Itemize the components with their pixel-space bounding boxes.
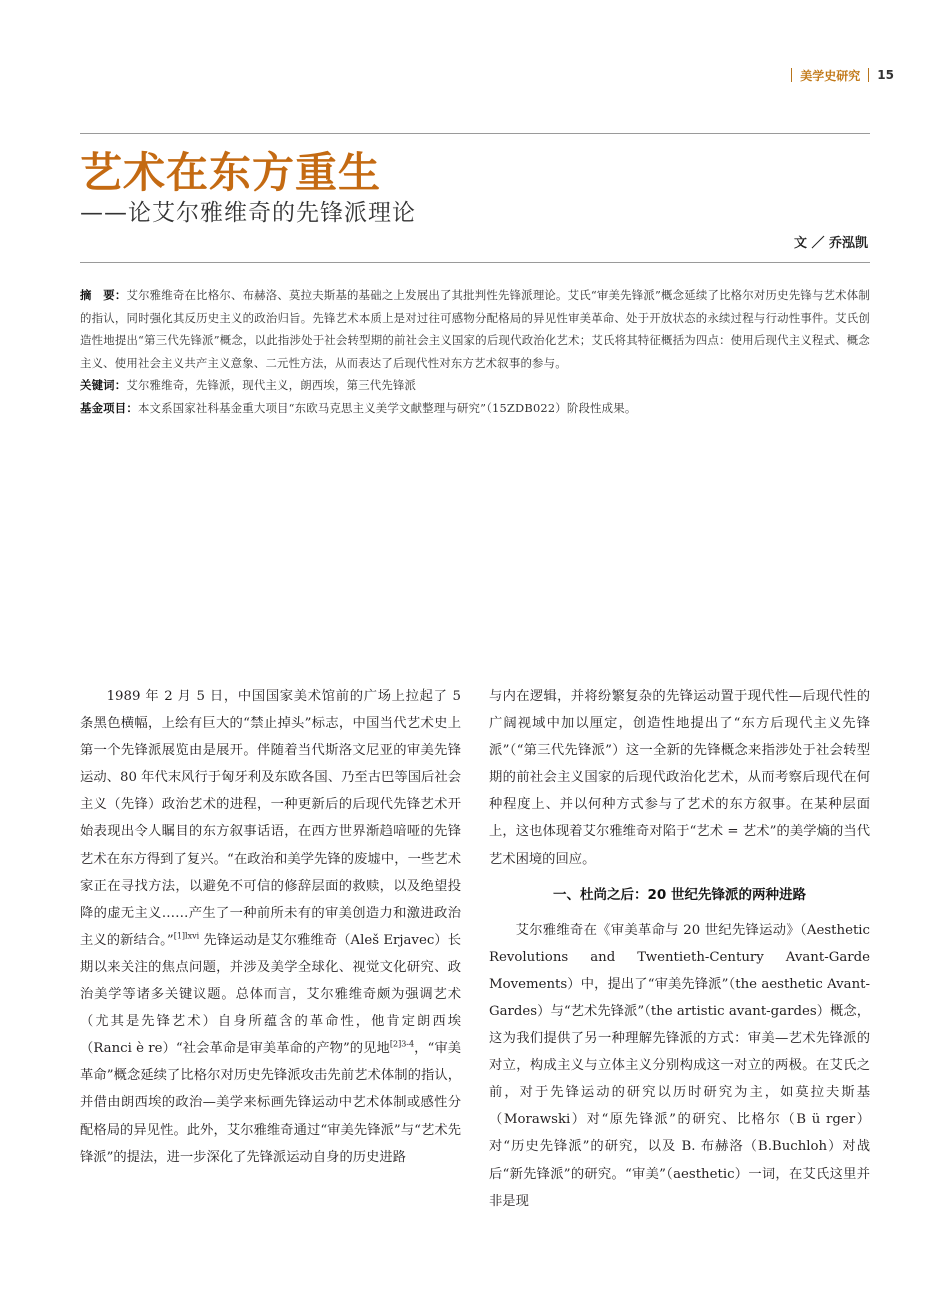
abstract-block [80,284,870,420]
body-column-left [80,683,461,1171]
body-text: 先锋运动是艾尔雅维奇（Aleš Erjavec）长期以来关注的焦点问题，并涉及美学全球化、视觉文化研究、政治美学等诸多关键议题。总体而言，艾尔雅维奇颇为强调艺术（尤其是先锋艺术）自身所蕴含的革命性，他肯定朗西埃（Ranci è re）“社会革命是审美革命的产物”的见地 [80,932,461,1057]
abstract-label: 摘 要： [80,288,127,302]
running-header [791,66,894,84]
citation-ref: [2]3-4 [389,1039,415,1049]
top-rule [80,133,870,134]
body-paragraph [80,683,461,1171]
body-paragraph: 与内在逻辑，并将纷繁复杂的先锋运动置于现代性—后现代性的广阔视域中加以厘定，创造性地提出了“东方后现代主义先锋派”（“第三代先锋派”）这一全新的先锋概念来指涉处于社会转型期的前社会主义国家的后现代政治化艺术，从而考察后现代在何种程度上、并以何种方式参与了艺术的东方叙事。在某种层面上，这也体现着艾尔雅维奇对陷于“艺术 = 艺术”的美学熵的当代艺术困境的回应。 [489,689,870,867]
citation-ref: [1]lxvi [173,931,200,941]
body-text: 1989 年 2 月 5 日，中国国家美术馆前的广场上拉起了 5 条黑色横幅，上绘有巨大的“禁止掉头”标志，中国当代艺术史上第一个先锋派展览由是展开。伴随着当代斯洛文尼亚的审美先锋运动、80 年代末风行于匈牙利及东欧各国、乃至古巴等国后社会主义（先锋）政治艺术的进程，一种更新后的后现代先锋艺术开始表现出令人瞩目的东方叙事话语，在西方世界渐趋喑哑的先锋艺术在东方得到了复兴。“在政治和美学先锋的废墟中，一些艺术家正在寻找方法，以避免不可信的修辞层面的救赎，以及绝望投降的虚无主义……产生了一种前所未有的审美创造力和激进政治主义的新结合。” [80,689,461,948]
header-divider [868,68,869,82]
page-number: 15 [877,68,894,82]
fund-label: 基金项目： [80,400,138,415]
keywords [80,374,870,397]
section-heading: 一、杜尚之后：20 世纪先锋派的两种进路 [553,886,806,903]
abstract-text: 艾尔雅维奇在比格尔、布赫洛、莫拉夫斯基的基础之上发展出了其批判性先锋派理论。艾氏“审美先锋派”概念延续了比格尔对历史先锋与艺术体制的指认，同时强化其反历史主义的政治归旨。先锋艺术本质上是对过往可感物分配格局的异见性审美革命、处于开放状态的永续过程与行动性事件。艾氏创造性地提出“第三代先锋派”概念，以此指涉处于社会转型期的前社会主义国家的后现代政治化艺术；艾氏将其特征概括为四点：使用后现代主义程式、概念主义、使用社会主义共产主义意象、二元性方法，从而表达了后现代性对东方艺术叙事的参与。 [80,288,870,370]
keywords-text: 艾尔雅维奇，先锋派，现代主义，朗西埃，第三代先锋派 [126,378,417,393]
fund-text: 本文系国家社科基金重大项目“东欧马克思主义美学文献整理与研究”（15ZDB022）阶段性成果。 [137,400,637,415]
abstract [80,284,870,374]
header-section-title: 美学史研究 [800,68,861,83]
body-paragraph: 艾尔雅维奇在《审美革命与 20 世纪先锋运动》（Aesthetic Revolutions and Twentieth-Century Avant-Garde Movements）中，提出了“审美先锋派”（the aesthetic Avant-Gardes）与“艺术先锋派”（the artistic avant-gardes）概念，这为我们提供了另一种理解先锋派的方式：审美—艺术先锋派的对立，构成主义与立体主义分别构成这一对立的两极。在艾氏之前，对于先锋运动的研究以历时研究为主，如莫拉夫斯基（Morawski）对“原先锋派”的研究、比格尔（B ü rger）对“历史先锋派”的研究，以及 B. 布赫洛（B.Buchloh）对战后“新先锋派”的研究。“审美”（aesthetic）一词，在艾氏这里并非是现 [489,922,870,1209]
fund-note [80,397,870,420]
body-text: ，“审美革命”概念延续了比格尔对历史先锋派攻击先前艺术体制的指认，并借由朗西埃的政治—美学来标画先锋运动中艺术体制或感性分配格局的异见性。此外，艾尔雅维奇通过“审美先锋派”与“艺术先锋派”的提法，进一步深化了先锋派运动自身的历史进路 [80,1041,461,1165]
body-column-right [489,683,870,1215]
article-subtitle: ——论艾尔雅维奇的先锋派理论 [80,200,416,226]
author-byline: 文 ／ 乔泓凯 [793,236,868,251]
byline-rule [80,262,870,263]
article-title: 艺术在东方重生 [80,148,382,197]
header-divider [791,68,792,82]
keywords-label: 关键词： [80,378,127,393]
